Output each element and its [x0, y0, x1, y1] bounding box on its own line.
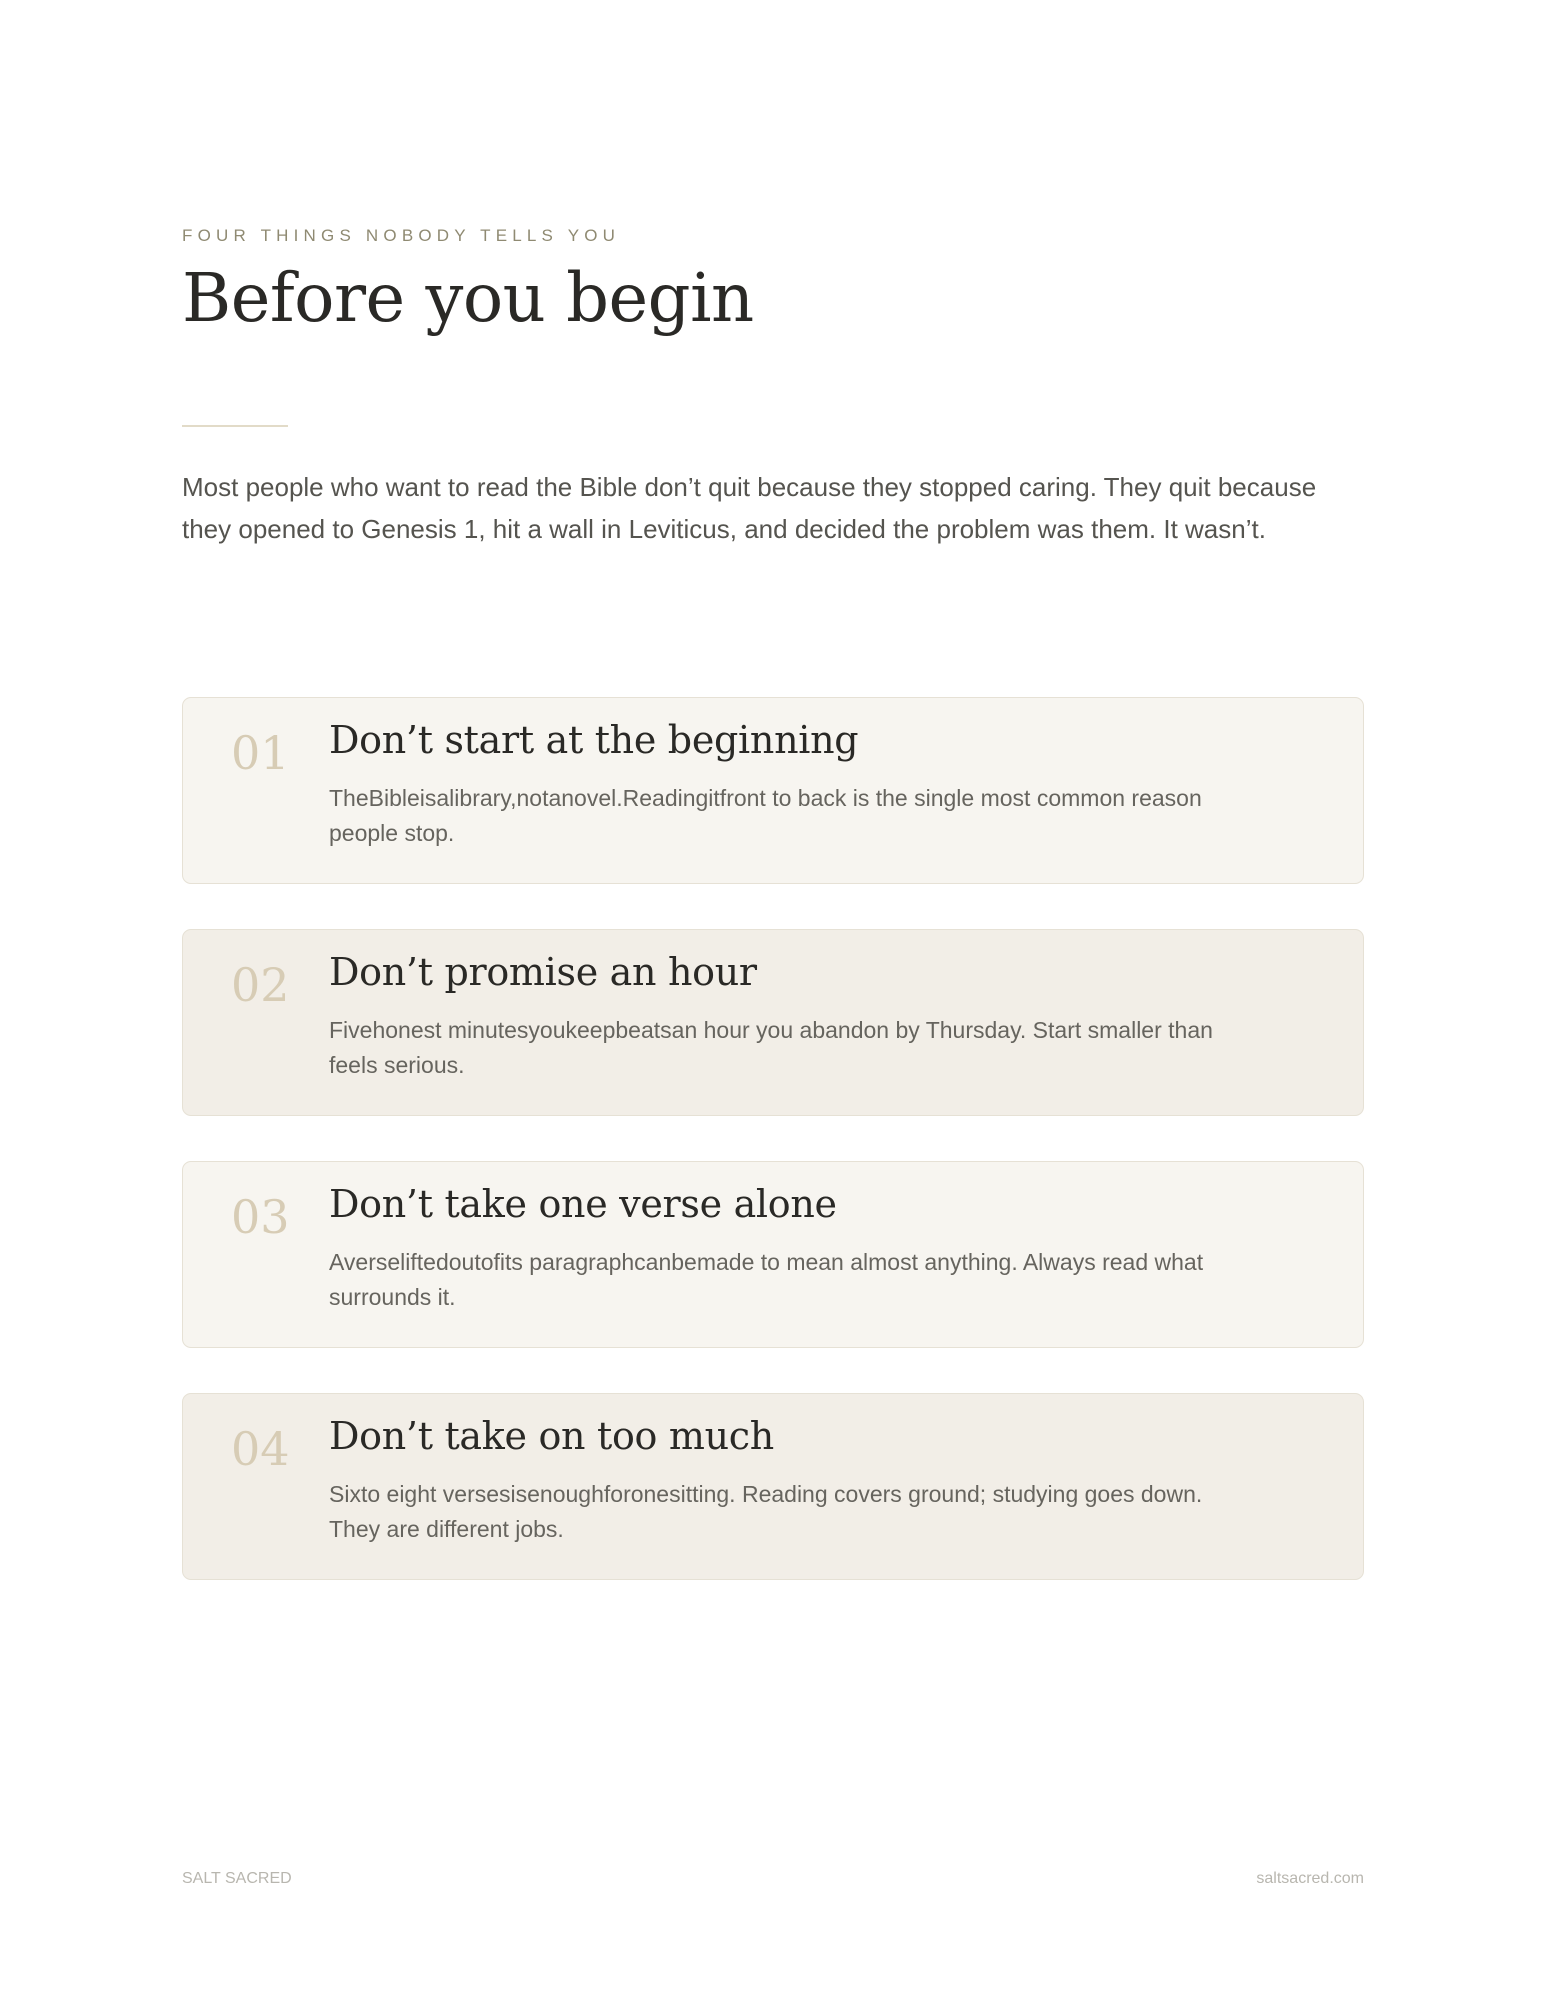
tip-body: Fivehonest minutesyoukeepbeatsan hour you abandon by Thursday. Start smaller than feels serious.	[329, 1017, 1213, 1078]
tip-number: 04	[231, 1422, 290, 1476]
divider	[182, 425, 288, 427]
tip-heading: Don’t take on too much	[329, 1414, 774, 1458]
tip-heading: Don’t start at the beginning	[329, 718, 859, 762]
eyebrow: FOUR THINGS NOBODY TELLS YOU	[182, 226, 621, 245]
tip-card-2	[182, 929, 1364, 1116]
tip-body: Sixto eight versesisenoughforonesitting. Reading covers ground; studying goes down. They are different jobs.	[329, 1481, 1203, 1542]
tip-body: Averseliftedoutofits paragraphcanbemade to mean almost anything. Always read what surrounds it.	[329, 1249, 1204, 1310]
page-title: Before you begin	[182, 259, 754, 337]
tip-number: 02	[231, 958, 290, 1012]
tip-card-3	[182, 1161, 1364, 1348]
tip-body: TheBibleisalibrary,notanovel.Readingitfront to back is the single most common reason people stop.	[329, 785, 1202, 846]
tip-card-1	[182, 697, 1364, 884]
intro-paragraph: Most people who want to read the Bible don’t quit because they stopped caring. They quit because they opened to Genesis 1, hit a wall in Leviticus, and decided the problem was them. It wasn’t.	[182, 472, 1317, 544]
footer-brand: SALT SACRED	[182, 1870, 292, 1887]
tip-number: 01	[231, 726, 290, 780]
tip-heading: Don’t take one verse alone	[329, 1182, 837, 1226]
tip-card-4	[182, 1393, 1364, 1580]
footer-url[interactable]: saltsacred.com	[1256, 1870, 1364, 1887]
page	[182, 0, 1364, 2000]
tip-heading: Don’t promise an hour	[329, 950, 757, 994]
tip-number: 03	[231, 1190, 290, 1244]
